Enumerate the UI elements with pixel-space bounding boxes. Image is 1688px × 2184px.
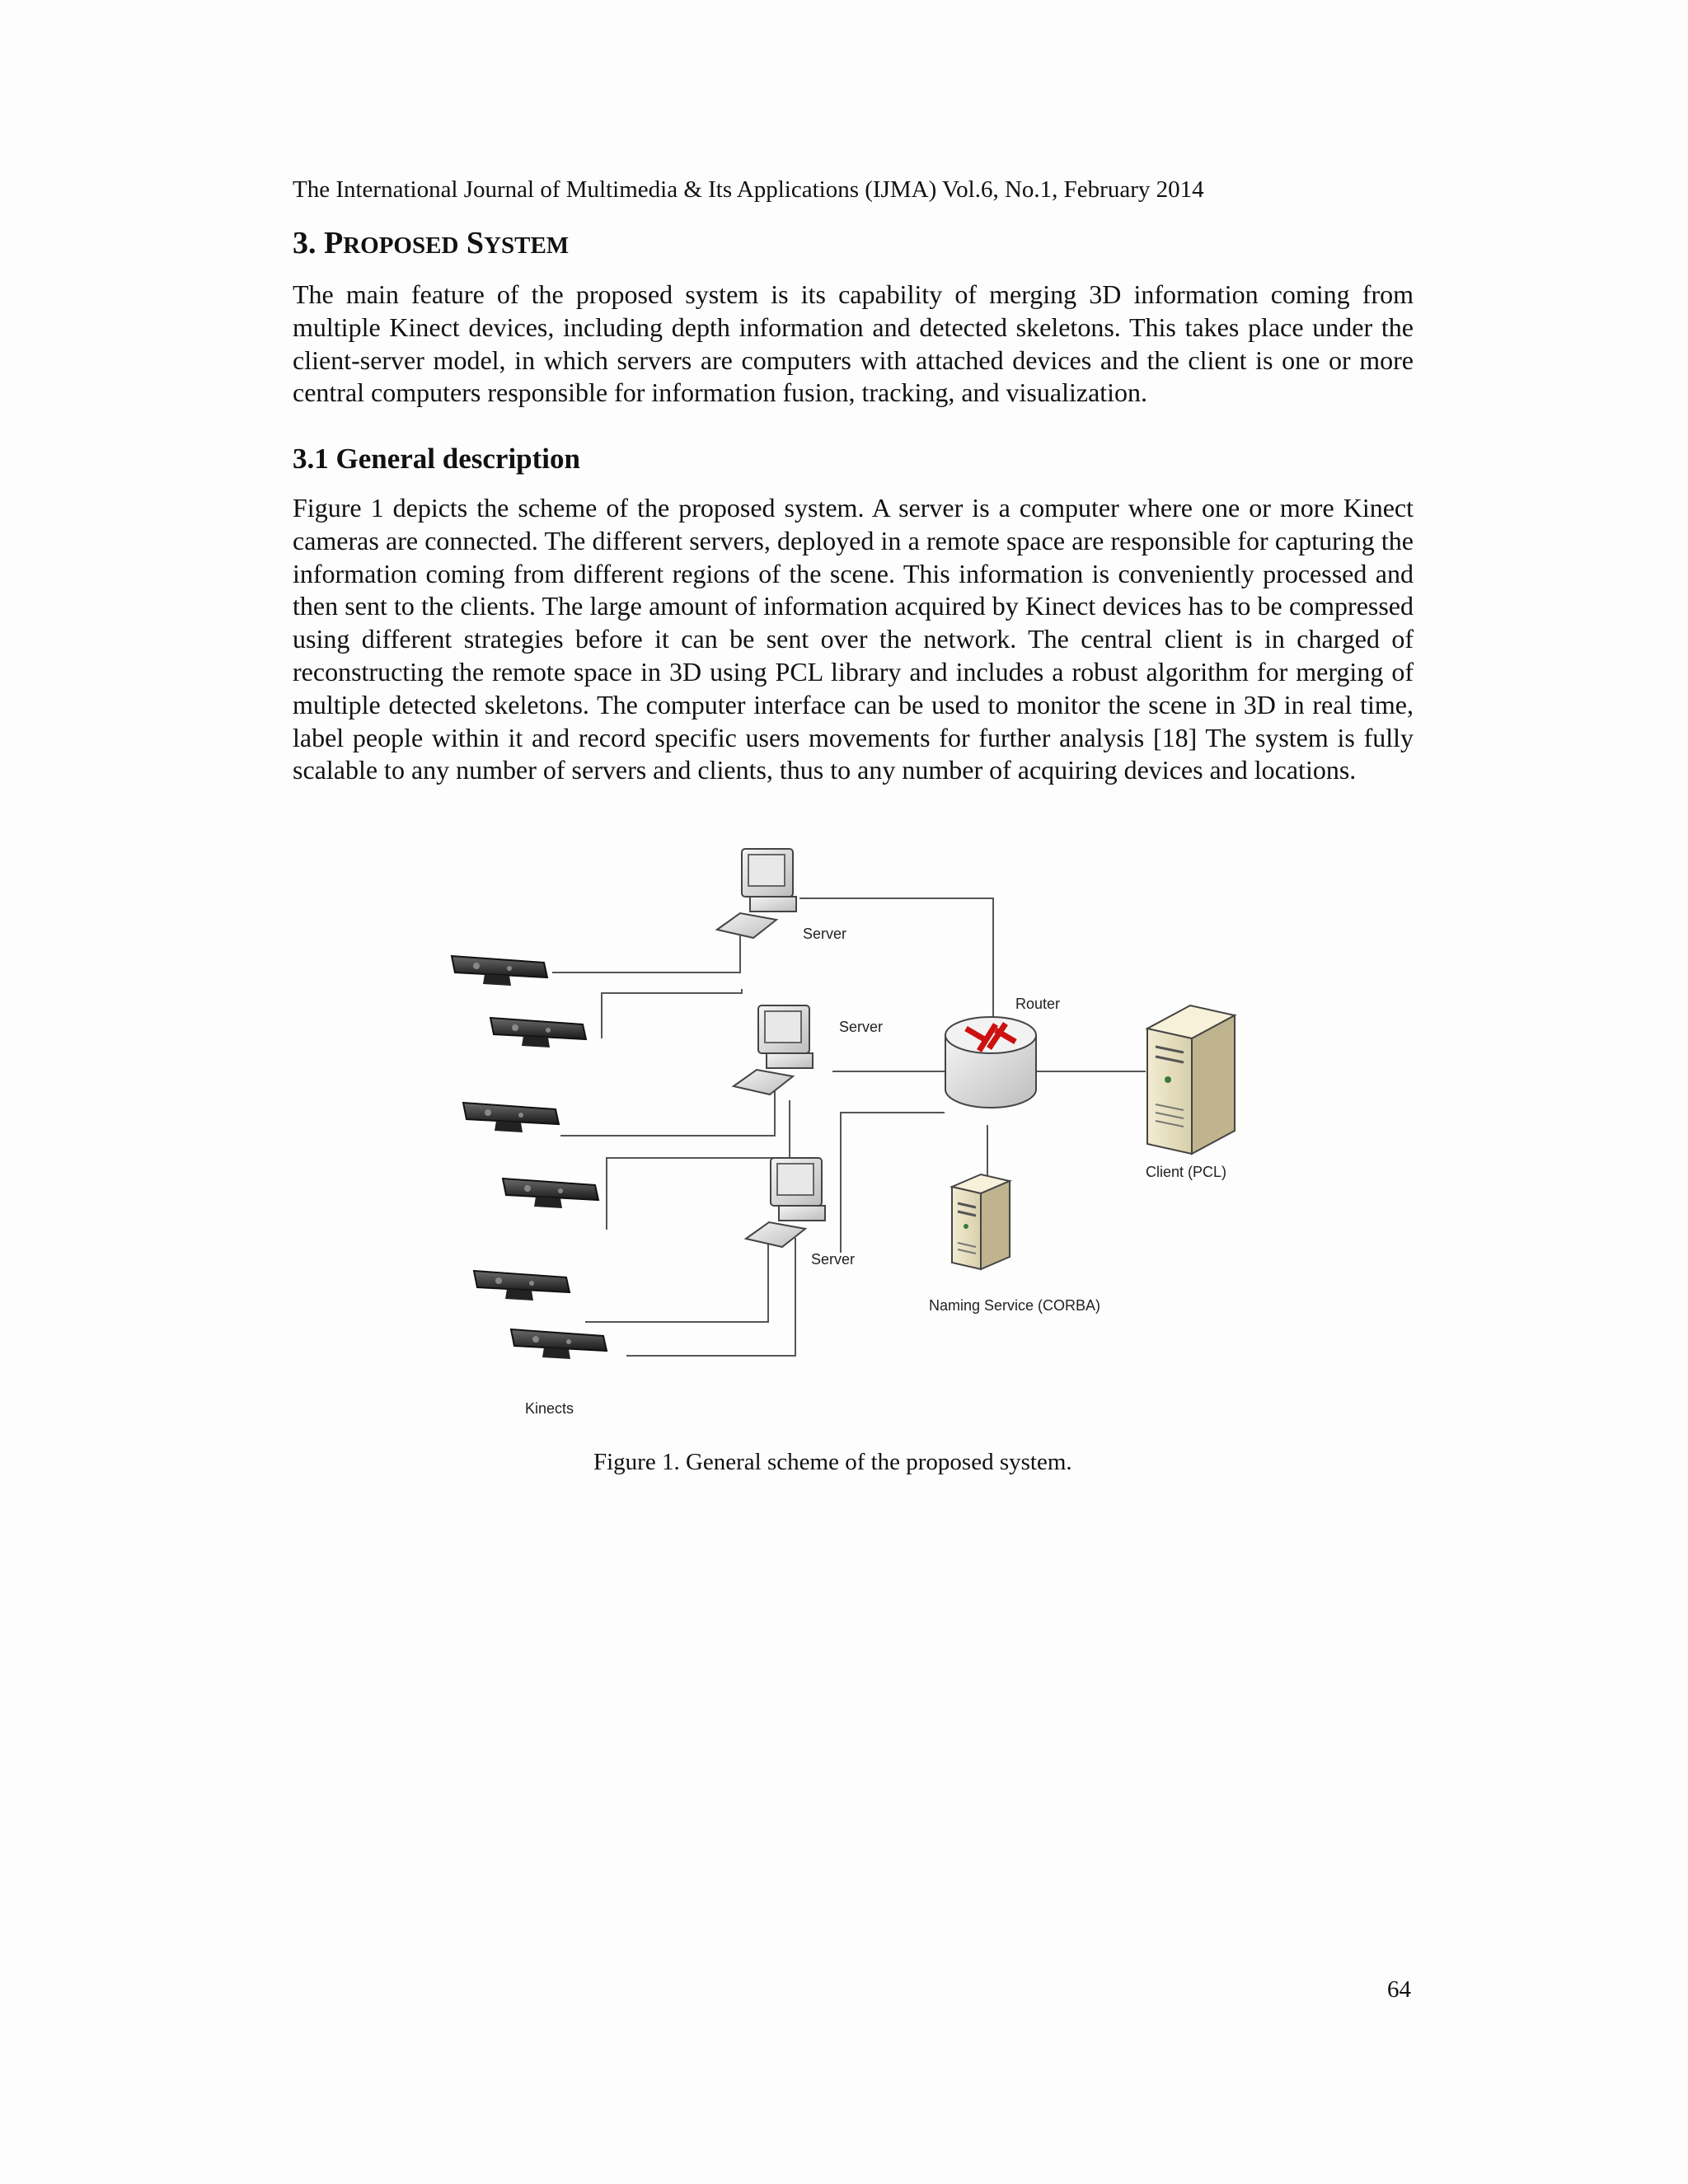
- server-3-label: Server: [811, 1251, 856, 1268]
- router-label: Router: [1015, 996, 1061, 1012]
- section-title-rest-2: YSTEM: [484, 232, 570, 259]
- kinects-label: Kinects: [525, 1400, 574, 1417]
- kinect-sensor-icon-4: [503, 1179, 598, 1208]
- router-icon: [945, 1017, 1036, 1108]
- figure-caption: Figure 1. General scheme of the proposed system.: [593, 1449, 1072, 1475]
- client-label: Client (PCL): [1146, 1164, 1227, 1180]
- server-3-computer-icon: [746, 1158, 825, 1247]
- server-1-computer-icon: [717, 849, 796, 938]
- kinect-sensor-icon-5: [474, 1271, 570, 1301]
- section-title-rest-1: ROPOSED: [343, 232, 459, 259]
- kinect-sensor-icon-1: [452, 956, 547, 986]
- server-2-label: Server: [839, 1019, 884, 1035]
- system-diagram: [429, 841, 1286, 1426]
- naming-service-label: Naming Service (CORBA): [929, 1297, 1101, 1314]
- running-header: The International Journal of Multimedia & Its Applications (IJMA) Vol.6, No.1, February 2014: [293, 176, 1204, 203]
- section-title-initial-1: P: [324, 226, 344, 260]
- subsection-title: 3.1 General description: [293, 443, 580, 475]
- section-number: 3.: [293, 226, 316, 260]
- kinect-sensor-icon-2: [490, 1018, 586, 1047]
- server-2-computer-icon: [734, 1005, 813, 1094]
- kinect-sensor-icon-6: [511, 1329, 607, 1359]
- server-1-label: Server: [803, 926, 847, 942]
- section-title-initial-2: S: [466, 226, 485, 260]
- section-title: [293, 223, 569, 265]
- connection-lines: [552, 898, 1146, 1356]
- naming-service-server-icon: [952, 1174, 1010, 1269]
- paragraph-intro: The main feature of the proposed system is its capability of merging 3D information coming from multiple Kinect devices, including depth information and detected skeletons. This takes place under the client-server model, in which servers are computers with attached devices and the client is one or more central computers responsible for information fusion, tracking, and visualization.: [293, 279, 1414, 408]
- client-server-tower-icon: [1147, 1005, 1235, 1154]
- kinect-sensor-icon-3: [463, 1103, 559, 1132]
- paragraph-general-description: Figure 1 depicts the scheme of the proposed system. A server is a computer where one or more Kinect cameras are connected. The different servers, deployed in a remote space are responsible for capturing the information coming from different regions of the scene. This information is conveniently processed and then sent to the clients. The large amount of information acquired by Kinect devices has to be compressed using different strategies before it can be sent over the network. The central client is in charged of reconstructing the remote space in 3D using PCL library and includes a robust algorithm for merging of multiple detected skeletons. The computer interface can be used to monitor the scene in 3D in real time, label people within it and record specific users movements for further analysis [18] The system is fully scalable to any number of servers and clients, thus to any number of acquiring devices and locations.: [293, 493, 1414, 785]
- page-number: 64: [1387, 1976, 1411, 2003]
